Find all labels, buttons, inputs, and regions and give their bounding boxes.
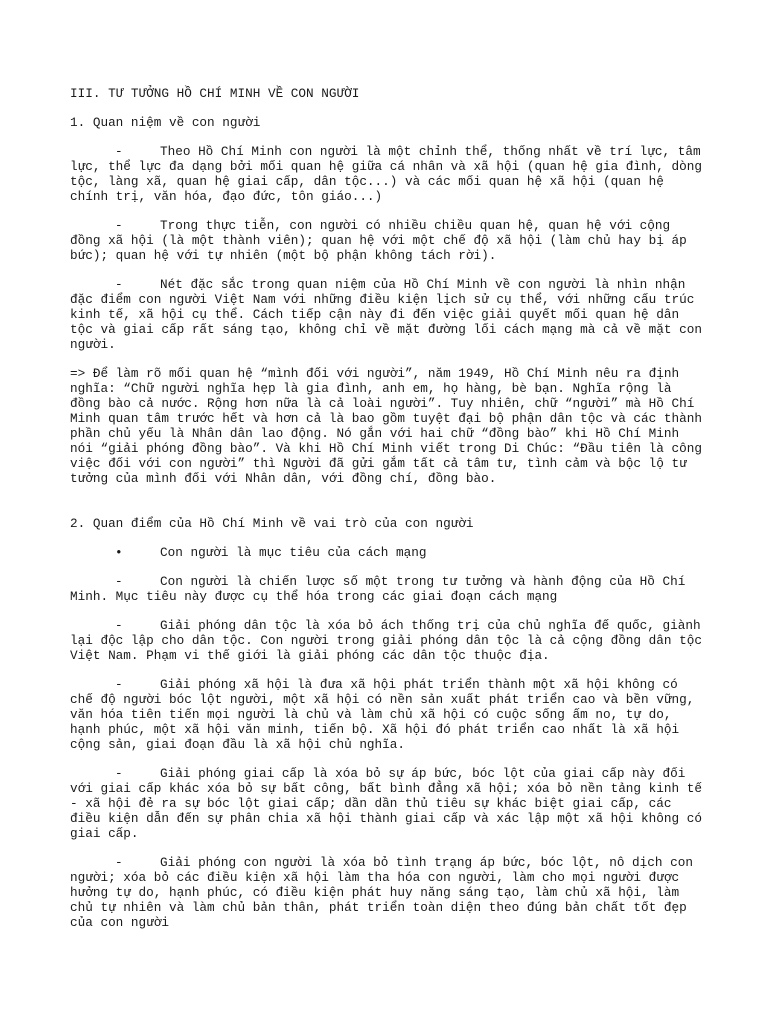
bullet-text: Con người là mục tiêu của cách mạng — [160, 545, 427, 560]
dash-marker: - — [115, 618, 123, 633]
section-2-heading: 2. Quan điểm của Hồ Chí Minh về vai trò của con người — [70, 516, 474, 531]
bullet-item — [70, 545, 702, 560]
dash-marker: - — [115, 277, 123, 292]
dash-marker: - — [115, 677, 123, 692]
document-title: III. TƯ TƯỞNG HỒ CHÍ MINH VỀ CON NGƯỜI — [70, 86, 360, 101]
section-spacer — [70, 500, 702, 516]
paragraph — [70, 574, 702, 604]
paragraph-text: Giải phóng xã hội là đưa xã hội phát triển thành một xã hội không có chế độ người bóc lột người, một xã hội có nền sản xuất phát triển cao và bền vững, văn hóa tiên tiến mọi người là chủ và làm chủ xã hội có cuộc sống ấm no, tự do, hạnh phúc, một xã hội văn minh, tiến bộ. Xã hội đó phát triển cao nhất là xã hội cộng sản, giai đoạn đầu là xã hội chủ nghĩa. — [70, 677, 702, 752]
paragraph-text: Con người là chiến lược số một trong tư tưởng và hành động của Hồ Chí Minh. Mục tiêu này được cụ thể hóa trong các giai đoạn cách mạng — [70, 574, 693, 604]
section-1-heading: 1. Quan niệm về con người — [70, 115, 261, 130]
dash-marker: - — [115, 144, 123, 159]
conclusion-paragraph: => Để làm rõ mối quan hệ “mình đối với người”, năm 1949, Hồ Chí Minh nêu ra định nghĩa: “Chữ người nghĩa hẹp là gia đình, anh em, họ hàng, bè bạn. Nghĩa rộng là đồng bào cả nước. Rộng hơn nữa là cả loài người”. Tuy nhiên, chữ “người” mà Hồ Chí Minh quan tâm trước hết và hơn cả là bao gồm tuyệt đại bộ phận dân tộc và các thành phần chủ yếu là Nhân dân lao động. Nó gắn với hai chữ “đồng bào” khi Hồ Chí Minh nói “giải phóng đồng bào”. Và khi Hồ Chí Minh viết trong Di Chúc: “Đầu tiên là công việc đối với con người” thì Người đã gửi gắm tất cả tâm tư, tình cảm và bộc lộ tư tưởng của mình đối với Nhân dân, với đồng chí, đồng bào. — [70, 366, 710, 486]
paragraph — [70, 144, 710, 204]
dash-marker: - — [115, 574, 123, 589]
paragraph-text: Giải phóng con người là xóa bỏ tình trạng áp bức, bóc lột, nô dịch con người; xóa bỏ các điều kiện xã hội làm tha hóa con người, làm cho mọi người được hưởng tự do, hạnh phúc, có điều kiện phát huy năng sáng tạo, làm chủ xã hội, làm chủ tự nhiên và làm chủ bản thân, phát triển toàn diện theo đúng bản chất tốt đẹp của con người — [70, 855, 701, 930]
dash-marker: - — [115, 766, 123, 781]
paragraph — [70, 766, 710, 841]
paragraph-text: Theo Hồ Chí Minh con người là một chỉnh thể, thống nhất về trí lực, tâm lực, thể lực đa dạng bởi mối quan hệ giữa cá nhân và xã hội (quan hệ gia đình, dòng tộc, làng xã, quan hệ giai cấp, dân tộc...) và các mối quan hệ xã hội (quan hệ chính trị, văn hóa, đạo đức, tôn giáo...) — [70, 144, 710, 204]
paragraph — [70, 677, 702, 752]
dash-marker: - — [115, 218, 123, 233]
paragraph — [70, 618, 710, 663]
paragraph — [70, 855, 702, 930]
paragraph — [70, 277, 710, 352]
paragraph-text: Giải phóng dân tộc là xóa bỏ ách thống trị của chủ nghĩa đế quốc, giành lại độc lập cho dân tộc. Con người trong giải phóng dân tộc là cả cộng đồng dân tộc Việt Nam. Phạm vi thế giới là giải phóng các dân tộc thuộc địa. — [70, 618, 710, 663]
paragraph-text: Giải phóng giai cấp là xóa bỏ sự áp bức, bóc lột của giai cấp này đối với giai cấp khác xóa bỏ sự bất công, bất bình đẳng xã hội; xóa bỏ nền tảng kinh tế - xã hội đẻ ra sự bóc lột giai cấp; dần dần thủ tiêu sự khác biệt giai cấp, các điều kiện dẫn đến sự phân chia xã hội thành giai cấp và xác lập một xã hội không có giai cấp. — [70, 766, 710, 841]
paragraph-text: Nét đặc sắc trong quan niệm của Hồ Chí Minh về con người là nhìn nhận đặc điểm con người Việt Nam với những điều kiện lịch sử cụ thể, với những cấu trúc kinh tế, xã hội cụ thể. Cách tiếp cận này đi đến việc giải quyết mối quan hệ dân tộc và giai cấp rất sáng tạo, không chỉ về mặt đường lối cách mạng mà cả về mặt con người. — [70, 277, 710, 352]
bullet-icon: • — [115, 545, 123, 560]
dash-marker: - — [115, 855, 123, 870]
document-page — [70, 86, 710, 944]
paragraph — [70, 218, 702, 263]
paragraph-text: Trong thực tiễn, con người có nhiều chiều quan hệ, quan hệ với cộng đồng xã hội (là một thành viên); quan hệ với một chế độ xã hội (làm chủ hay bị áp bức); quan hệ với tự nhiên (một bộ phận không tách rời). — [70, 218, 695, 263]
